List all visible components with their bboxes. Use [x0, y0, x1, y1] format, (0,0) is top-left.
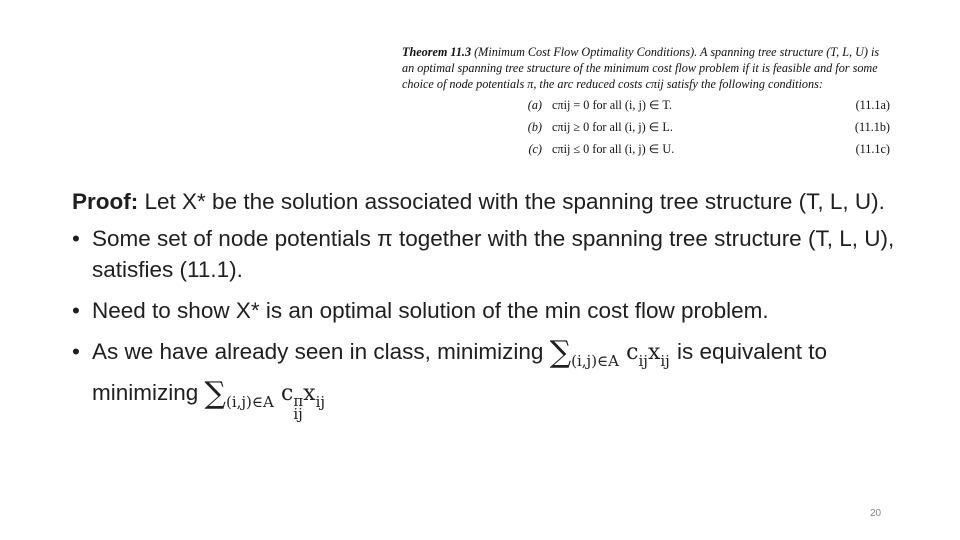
bullet-item: [72, 336, 902, 421]
theorem-title: Theorem 11.3: [402, 45, 472, 59]
sigma-symbol: ∑: [204, 376, 226, 411]
condition-label: (b): [527, 119, 542, 134]
bullet-list: [72, 223, 902, 421]
bullet-text: is equivalent to minimizing: [92, 339, 828, 405]
bullet-icon: •: [72, 298, 80, 323]
sup-pi: π: [293, 392, 304, 410]
sum-expression-reduced-cost: [204, 376, 326, 423]
condition-row: [402, 141, 890, 163]
sigma-symbol: ∑: [549, 335, 572, 370]
sum-expression-cost: [549, 335, 677, 370]
var-c: c: [280, 381, 294, 406]
sum-subscript: (i,j)∈A: [571, 352, 619, 370]
bullet-item: [72, 295, 902, 326]
condition-expression: cπij ≥ 0 for all (i, j) ∈ L.: [552, 119, 673, 134]
condition-list: [402, 97, 890, 163]
condition-row: [402, 119, 890, 141]
bullet-item: [72, 223, 902, 285]
condition-expression: cπij ≤ 0 for all (i, j) ∈ U.: [552, 141, 675, 156]
bullet-text: Need to show X* is an optimal solution of the min cost flow problem.: [92, 298, 769, 323]
slide-body: [72, 186, 902, 431]
sum-subscript: (i,j)∈A: [225, 393, 274, 411]
bullet-icon: •: [72, 339, 80, 364]
equation-number: (11.1b): [854, 119, 890, 134]
proof-label: Proof:: [72, 189, 139, 214]
equation-number: (11.1a): [855, 97, 890, 112]
condition-label: (a): [527, 97, 542, 112]
bullet-text: Some set of node potentials π together with the spanning tree structure (T, L, U), satisfies (11.1).: [92, 226, 895, 282]
condition-row: [402, 97, 890, 119]
theorem-subtitle: (Minimum Cost Flow Optimality Conditions).: [474, 45, 698, 59]
sub-ij: ij: [293, 405, 303, 423]
sub-ij: ij: [315, 393, 326, 411]
equation-number: (11.1c): [855, 141, 890, 156]
condition-expression: cπij = 0 for all (i, j) ∈ T.: [552, 97, 672, 112]
proof-text: Let X* be the solution associated with the spanning tree structure (T, L, U).: [144, 189, 885, 214]
condition-label: (c): [528, 141, 542, 156]
page-number: 20: [870, 508, 882, 519]
var-c: c: [626, 340, 639, 365]
proof-paragraph: [72, 186, 902, 217]
bullet-icon: •: [72, 226, 80, 251]
bullet-text: As we have already seen in class, minimizing: [92, 339, 544, 364]
sub-ij: ij: [638, 352, 648, 370]
theorem-statement: A spanning tree structure (T, L, U) is an optimal spanning tree structure of the minimum cost flow problem if it is feasible and for some choice of node potentials π, the arc reduced costs cπij satisfy the following conditions:: [402, 45, 880, 92]
theorem-box: [402, 44, 890, 163]
var-x: x: [647, 340, 661, 365]
var-x: x: [303, 381, 316, 406]
sub-ij: ij: [660, 352, 670, 370]
pi-ij-script: [293, 392, 304, 423]
